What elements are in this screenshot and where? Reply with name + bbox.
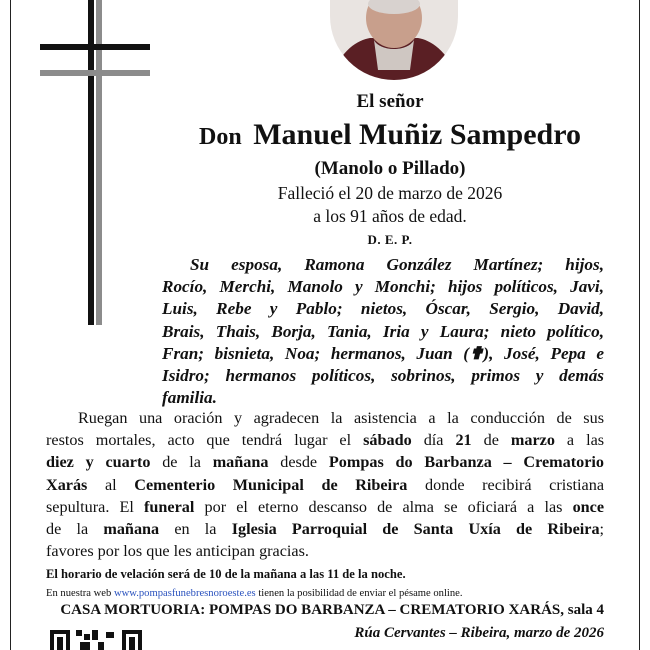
- family-line: Luis, Rebe y Pablo; nietos, Óscar, Sergio, David,: [162, 299, 604, 319]
- place-date: Rúa Cervantes – Ribeira, marzo de 2026: [354, 625, 604, 641]
- family-line: Fran; bisnieta, Noa; hermanos, Juan (✟), José, Pepa e: [162, 343, 604, 363]
- qr-code[interactable]: [50, 628, 142, 650]
- family-line: Brais, Thais, Borja, Tania, Iria y Laura; nieto político,: [162, 321, 604, 341]
- title-don: Don: [199, 124, 242, 150]
- funeral-home: CASA MORTUORIA: POMPAS DO BARBANZA – CREMATORIO XARÁS, sala 4: [60, 602, 604, 618]
- family-line: Su esposa, Ramona González Martínez; hijos,: [190, 255, 604, 274]
- family-line: Isidro; hermanos políticos, sobrinos, primos y demás: [162, 365, 604, 385]
- page-border-right: [639, 0, 640, 650]
- page-border-left: [10, 0, 11, 650]
- death-date: Falleció el 20 de marzo de 2026: [277, 183, 503, 203]
- web-note: En nuestra web www.pompasfunebresnoroeste.es tienen la posibilidad de enviar el pésame online.: [46, 588, 463, 599]
- age-at-death: a los 91 años de edad.: [313, 206, 467, 226]
- portrait-photo: [330, 0, 458, 80]
- family-list: [162, 254, 604, 409]
- rip-label: D. E. P.: [367, 232, 413, 247]
- ceremony-line: de la mañana en la Iglesia Parroquial de Santa Uxía de Ribeira;: [46, 519, 605, 538]
- ceremony-line: Ruegan una oración y agradecen la asistencia a la conducción de sus: [78, 409, 604, 427]
- ceremony-line: diez y cuarto de la mañana desde Pompas do Barbanza – Crematorio: [46, 453, 605, 472]
- honorific: El señor: [356, 91, 424, 112]
- vigil-hours: El horario de velación será de 10 de la mañana a las 11 de la noche.: [46, 567, 406, 581]
- cross-icon: [40, 0, 150, 330]
- ceremony-line: favores por los que les anticipan gracias.: [46, 542, 309, 561]
- family-line: familia.: [162, 388, 217, 408]
- ceremony-line: sepultura. El funeral por el eterno descanso de alma se oficiará a las once: [46, 497, 605, 516]
- ceremony-line: Xarás al Cementerio Municipal de Ribeira donde recibirá cristiana: [46, 475, 605, 494]
- nickname: (Manolo o Pillado): [314, 158, 466, 179]
- website-link[interactable]: www.pompasfunebresnoroeste.es: [113, 588, 256, 599]
- family-line: Rocío, Merchi, Manolo y Monchi; hijos políticos, Javi,: [162, 277, 604, 297]
- deceased-name: [150, 118, 630, 152]
- full-name: Manuel Muñiz Sampedro: [253, 118, 581, 151]
- ceremony-line: restos mortales, acto que tendrá lugar el sábado día 21 de marzo a las: [46, 431, 605, 450]
- ceremony-text: [46, 407, 604, 562]
